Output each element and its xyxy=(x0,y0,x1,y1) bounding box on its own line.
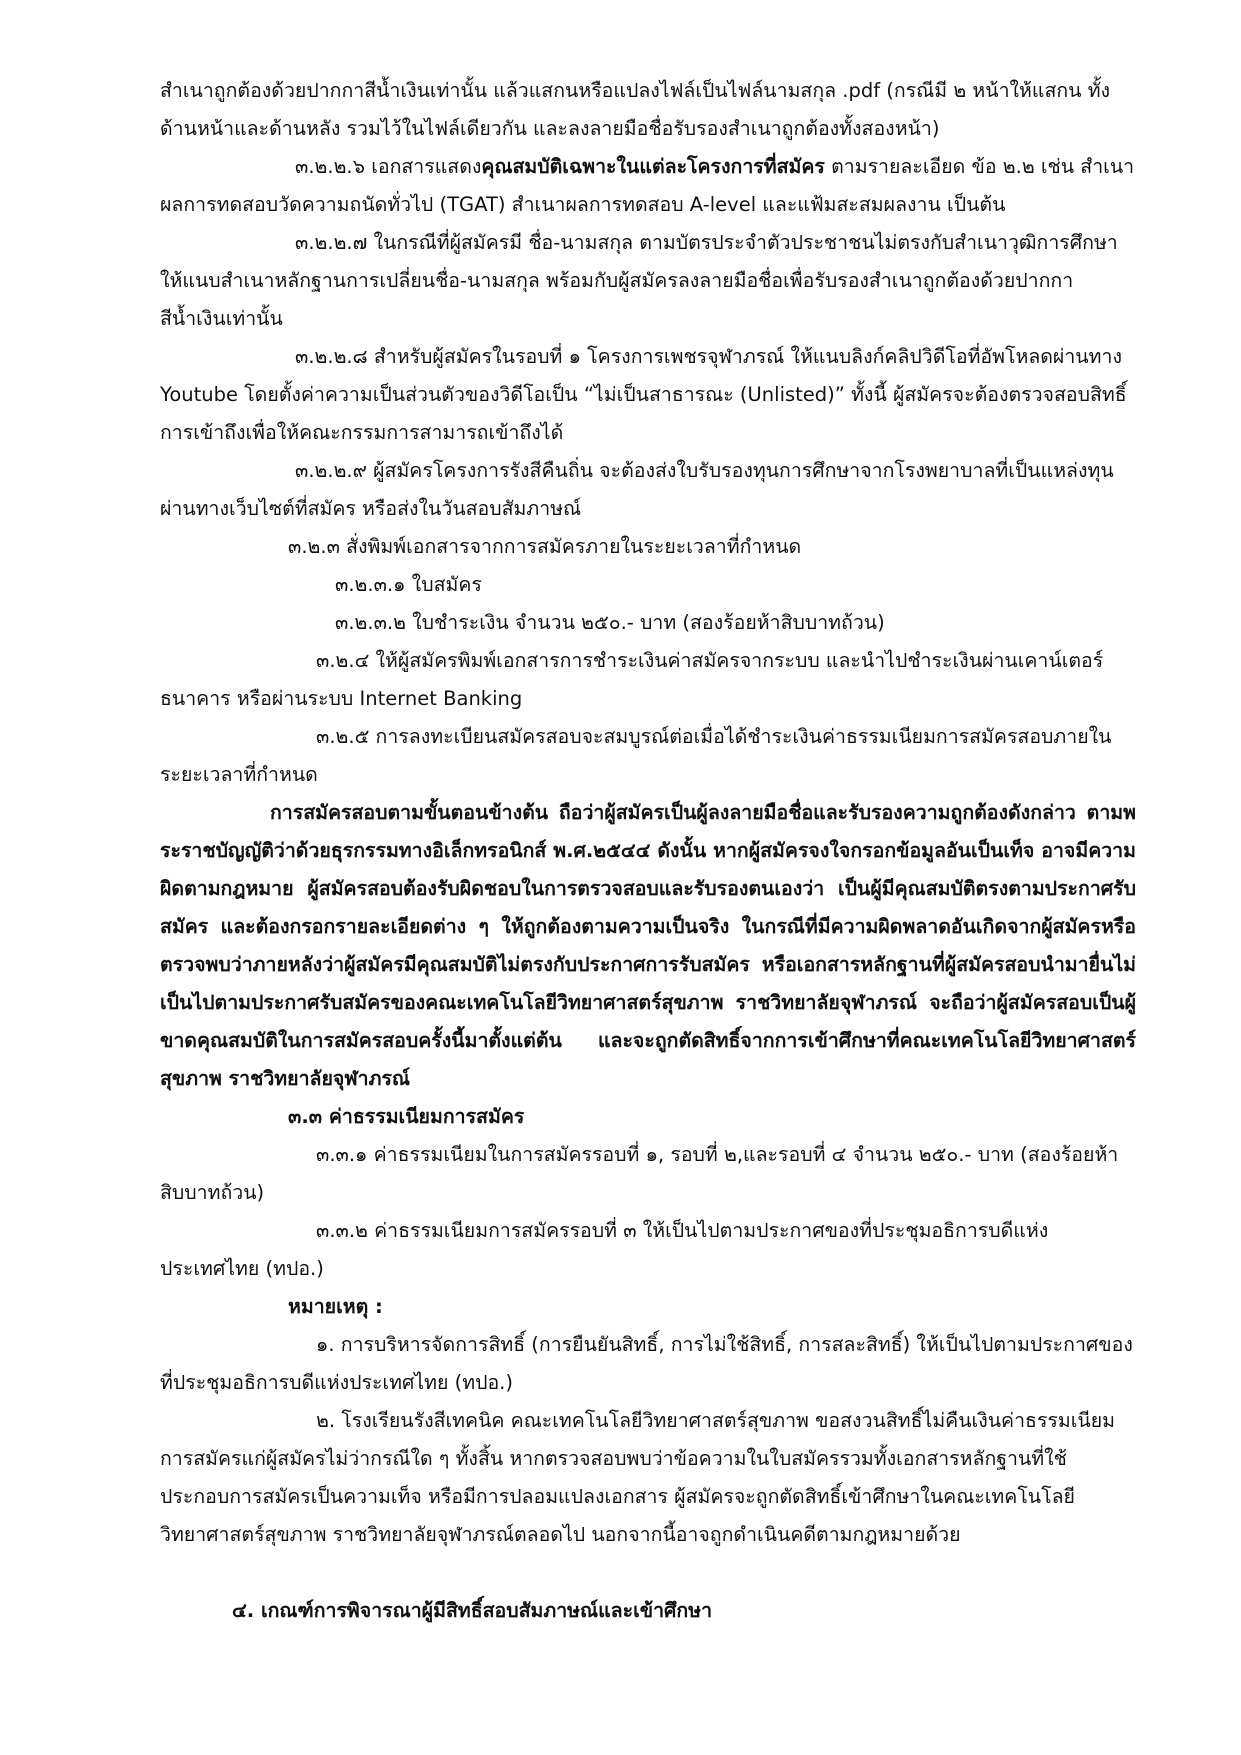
paragraph-remark-2: ๒. โรงเรียนรังสีเทคนิค คณะเทคโนโลยีวิทยาศาสตร์สุขภาพ ขอสงวนสิทธิ์ไม่คืนเงินค่าธรรมเนียมการสมัครแก่ผู้สมัครไม่ว่ากรณีใด ๆ ทั้งสิ้น หากตรวจสอบพบว่าข้อความในใบสมัครรวมทั้งเอกสารหลักฐานที่ใช้ประกอบการสมัครเป็นความเท็จ หรือมีการปลอมแปลงเอกสาร ผู้สมัครจะถูกตัดสิทธิ์เข้าศึกษาในคณะเทคโนโลยีวิทยาศาสตร์สุขภาพ ราชวิทยาลัยจุฬาภรณ์ตลอดไป นอกจากนี้อาจถูกดำเนินคดีตามกฎหมายด้วย xyxy=(160,1409,1116,1546)
heading-remarks: หมายเหตุ : xyxy=(288,1295,383,1318)
paragraph-item-3-2-2-8: ๓.๒.๒.๘ สำหรับผู้สมัครในรอบที่ ๑ โครงการเพชรจุฬาภรณ์ ให้แนบลิงก์คลิปวิดีโอที่อัพโหลดผ่านทาง Youtube โดยตั้งค่าความเป็นส่วนตัวของวิดีโอเป็น “ไม่เป็นสาธารณะ (Unlisted)” ทั้งนี้ ผู้สมัครจะต้องตรวจสอบสิทธิ์การเข้าถึงเพื่อให้คณะกรรมการสามารถเข้าถึงได้ xyxy=(160,345,1127,444)
paragraph-item-3-2-3: ๓.๒.๓ สั่งพิมพ์เอกสารจากการสมัครภายในระยะเวลาที่กำหนด xyxy=(288,535,802,558)
item-3-2-2-6-bold-phrase: คุณสมบัติเฉพาะในแต่ละโครงการที่สมัคร xyxy=(481,155,825,178)
section-spacer xyxy=(160,1554,1136,1592)
paragraph-item-3-3-1: ๓.๓.๑ ค่าธรรมเนียมในการสมัครรอบที่ ๑, รอบที่ ๒,และรอบที่ ๔ จำนวน ๒๕๐.- บาท (สองร้อยห้าสิบบาทถ้วน) xyxy=(160,1143,1119,1204)
paragraph-item-3-2-2-9: ๓.๒.๒.๙ ผู้สมัครโครงการรังสีคืนถิ่น จะต้องส่งใบรับรองทุนการศึกษาจากโรงพยาบาลที่เป็นแหล่งทุน ผ่านทางเว็บไซต์ที่สมัคร หรือส่งในวันสอบสัมภาษณ์ xyxy=(160,459,1114,520)
heading-3-3-fees: ๓.๓ ค่าธรรมเนียมการสมัคร xyxy=(288,1105,525,1128)
paragraph-item-3-2-3-1: ๓.๒.๓.๑ ใบสมัคร xyxy=(335,573,482,596)
heading-section-4: ๔. เกณฑ์การพิจารณาผู้มีสิทธิ์สอบสัมภาษณ์และเข้าศึกษา xyxy=(232,1599,713,1622)
paragraph-item-3-2-2-7: ๓.๒.๒.๗ ในกรณีที่ผู้สมัครมี ชื่อ-นามสกุล ตามบัตรประจำตัวประชาชนไม่ตรงกับสำเนาวุฒิการศึกษา ให้แนบสำเนาหลักฐานการเปลี่ยนชื่อ-นามสกุล พร้อมกับผู้สมัครลงลายมือชื่อเพื่อรับรองสำเนาถูกต้องด้วยปากกาสีน้ำเงินเท่านั้น xyxy=(160,231,1118,330)
paragraph-item-3-2-2-6 xyxy=(160,148,1136,224)
paragraph-item-3-2-4: ๓.๒.๔ ให้ผู้สมัครพิมพ์เอกสารการชำระเงินค่าสมัครจากระบบ และนำไปชำระเงินผ่านเคาน์เตอร์ธนาคาร หรือผ่านระบบ Internet Banking xyxy=(160,649,1104,710)
paragraph-legal-declaration: การสมัครสอบตามขั้นตอนข้างต้น ถือว่าผู้สมัครเป็นผู้ลงลายมือชื่อและรับรองความถูกต้องดังกล่าว ตามพระราชบัญญัติว่าด้วยธุรกรรมทางอิเล็กทรอนิกส์ พ.ศ.๒๕๔๔ ดังนั้น หากผู้สมัครจงใจกรอกข้อมูลอันเป็นเท็จ อาจมีความผิดตามกฎหมาย ผู้สมัครสอบต้องรับผิดชอบในการตรวจสอบและรับรองตนเองว่า เป็นผู้มีคุณสมบัติตรงตามประกาศรับสมัคร และต้องกรอกรายละเอียดต่าง ๆ ให้ถูกต้องตามความเป็นจริง ในกรณีที่มีความผิดพลาดอันเกิดจากผู้สมัครหรือตรวจพบว่าภายหลังว่าผู้สมัครมีคุณสมบัติไม่ตรงกับประกาศการรับสมัคร หรือเอกสารหลักฐานที่ผู้สมัครสอบนำมายื่นไม่เป็นไปตามประกาศรับสมัครของคณะเทคโนโลยีวิทยาศาสตร์สุขภาพ ราชวิทยาลัยจุฬาภรณ์ จะถือว่าผู้สมัครสอบเป็นผู้ขาดคุณสมบัติในการสมัครสอบครั้งนี้มาตั้งแต่ต้น และจะถูกตัดสิทธิ์จากการเข้าศึกษาที่คณะเทคโนโลยีวิทยาศาสตร์สุขภาพ ราชวิทยาลัยจุฬาภรณ์ xyxy=(160,801,1136,1090)
paragraph-continuation-copy-certification: สำเนาถูกต้องด้วยปากกาสีน้ำเงินเท่านั้น แล้วแสกนหรือแปลงไฟล์เป็นไฟล์นามสกุล .pdf (กรณีมี ๒ หน้าให้แสกน ทั้งด้านหน้าและด้านหลัง รวมไว้ในไฟล์เดียวกัน และลงลายมือชื่อรับรองสำเนาถูกต้องทั้งสองหน้า) xyxy=(160,79,1111,140)
item-3-2-2-6-prefix: ๓.๒.๒.๖ เอกสารแสดง xyxy=(295,155,482,178)
paragraph-item-3-2-5: ๓.๒.๕ การลงทะเบียนสมัครสอบจะสมบูรณ์ต่อเมื่อได้ชำระเงินค่าธรรมเนียมการสมัครสอบภายในระยะเวลาที่กำหนด xyxy=(160,725,1112,786)
paragraph-remark-1: ๑. การบริหารจัดการสิทธิ์ (การยืนยันสิทธิ์, การไม่ใช้สิทธิ์, การสละสิทธิ์) ให้เป็นไปตามประกาศของที่ประชุมอธิการบดีแห่งประเทศไทย (ทปอ.) xyxy=(160,1333,1133,1394)
item-3-2-2-6-suffix: ตามรายละเอียด ข้อ ๒.๒ เช่น สำเนาผลการทดสอบวัดความถนัดทั่วไป (TGAT) สำเนาผลการทดสอบ A-level และแฟ้มสะสมผลงาน เป็นต้น xyxy=(160,155,1135,216)
paragraph-item-3-2-3-2: ๓.๒.๓.๒ ใบชำระเงิน จำนวน ๒๕๐.- บาท (สองร้อยห้าสิบบาทถ้วน) xyxy=(335,611,885,634)
paragraph-item-3-3-2: ๓.๓.๒ ค่าธรรมเนียมการสมัครรอบที่ ๓ ให้เป็นไปตามประกาศของที่ประชุมอธิการบดีแห่งประเทศไทย (ทปอ.) xyxy=(160,1219,1049,1280)
